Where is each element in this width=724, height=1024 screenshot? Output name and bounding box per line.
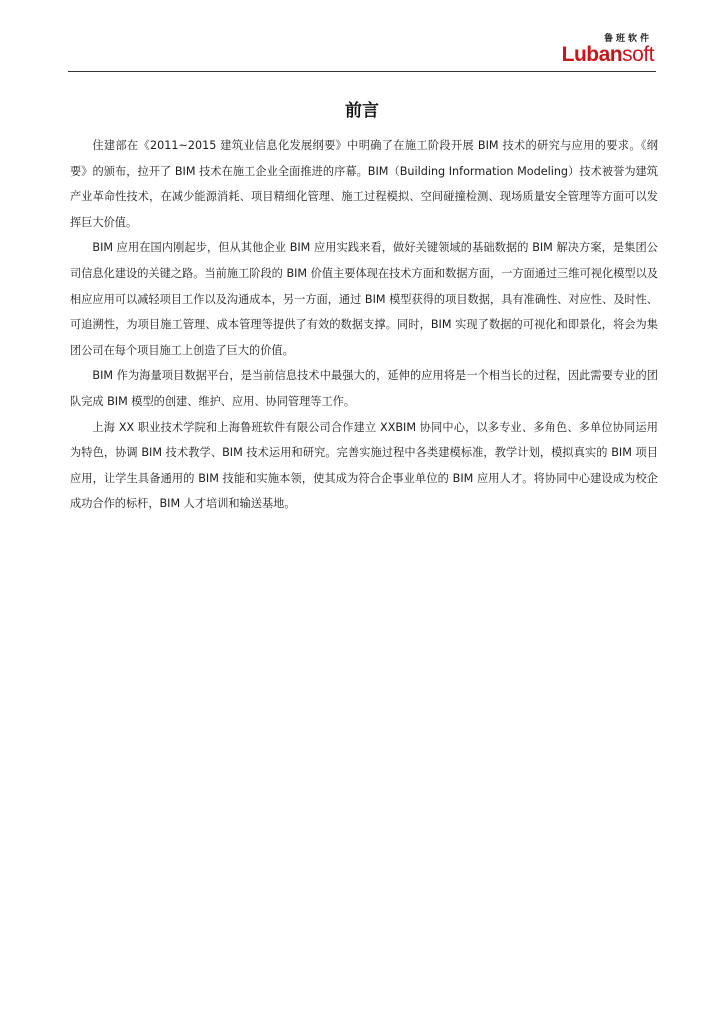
header-divider (68, 71, 656, 72)
logo-en-light: soft (622, 43, 654, 66)
paragraph-3: BIM 作为海量项目数据平台，是当前信息技术中最强大的，延伸的应用将是一个相当长的过程，因此需要专业的团队完成 BIM 模型的创建、维护、应用、协同管理等工作。 (70, 369, 658, 408)
logo-english-name (562, 44, 654, 66)
page-header (68, 30, 656, 72)
paragraph-4: 上海 XX 职业技术学院和上海鲁班软件有限公司合作建立 XXBIM 协同中心，以多专业、多角色、多单位协同运用为特色，协调 BIM 技术教学、BIM 技术运用和研究。完善实施过程中各类建模标准，教学计划，模拟真实的 BIM 项目应用，让学生具备通用的 BIM 技能和实施本领，使其成为符合企事业单位的 BIM 应用人才。将协同中心建设成为校企成功合作的标杆，BIM 人才培训和输送基地。 (70, 420, 658, 511)
logo-chinese-name: 鲁班软件 (603, 34, 652, 44)
document-body (70, 133, 658, 517)
paragraph-2: BIM 应用在国内刚起步，但从其他企业 BIM 应用实践来看，做好关键领域的基础数据的 BIM 解决方案，是集团公司信息化建设的关键之路。当前施工阶段的 BIM 价值主要体现在技术方面和数据方面，一方面通过三维可视化模型以及相应应用可以减轻项目工作以及沟通成本，另一方面，通过 BIM 模型获得的项目数据，具有准确性、对应性、及时性、可追溯性，为项目施工管理、成本管理等提供了有效的数据支撑。同时，BIM 实现了数据的可视化和即景化，将会为集团公司在每个项目施工上创造了巨大的价值。 (70, 241, 658, 357)
logo-en-bold: Luban (561, 43, 623, 66)
paragraph-1: 住建部在《2011~2015 建筑业信息化发展纲要》中明确了在施工阶段开展 BIM 技术的研究与应用的要求。《纲要》的颁布，拉开了 BIM 技术在施工企业全面推进的序幕。BIM（Building Information Modeling）技术被誉为建筑产业革命性技术，在减少能源消耗、项目精细化管理、施工过程模拟、空间碰撞检测、现场质量安全管理等方面可以发挥巨大价值。 (70, 139, 658, 229)
lubansoft-logo (562, 34, 654, 66)
page-title: 前言 (345, 101, 379, 121)
